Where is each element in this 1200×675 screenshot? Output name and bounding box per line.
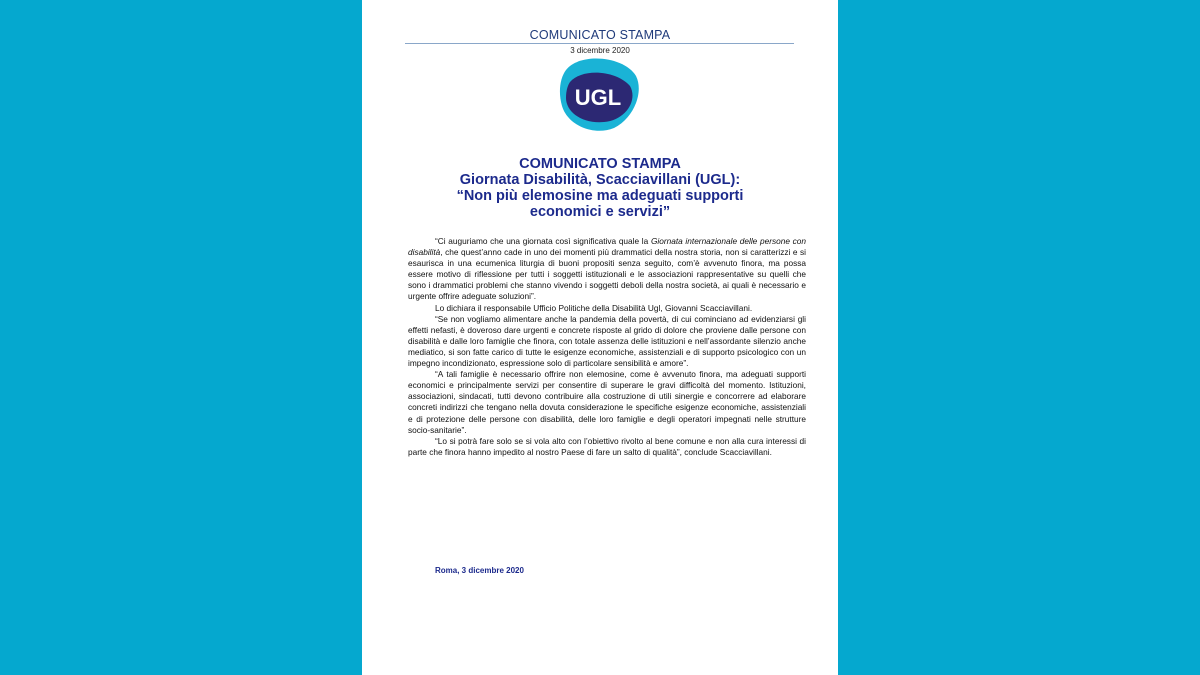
press-release-body	[408, 236, 806, 458]
paragraph-1-start: “Ci auguriamo che una giornata così significativa quale la	[435, 236, 651, 246]
document-page	[362, 0, 838, 675]
body-paragraph-3: “Se non vogliamo alimentare anche la pandemia della povertà, di cui cominciano ad evidenziarsi gli effetti nefasti, è doveroso dare urgenti e concrete risposte al grido di dolore che proviene dalle persone con disabilità e dalle loro famiglie che finora, con totale assenza delle istituzioni e nell’assordante silenzio anche mediatico, si son fatte carico di tutte le esigenze economiche, assistenziali e di supporto psicologico con un impegno incondizionato, espressione solo di particolare sensibilità e amore”.	[408, 313, 806, 369]
title-line-2: Giornata Disabilità, Scacciavillani (UGL):	[459, 172, 741, 188]
body-paragraph-1	[408, 236, 806, 303]
title-line-1: COMUNICATO STAMPA	[519, 156, 681, 172]
signoff-date: Roma, 3 dicembre 2020	[435, 566, 524, 575]
header-title: COMUNICATO STAMPA	[529, 28, 671, 42]
header-divider	[405, 43, 794, 44]
title-line-3: “Non più elemosine ma adeguati supporti	[456, 188, 744, 204]
body-paragraph-5: “Lo si potrà fare solo se si vola alto con l’obiettivo rivolto al bene comune e non alla cura interessi di parte che finora hanno impedito al nostro Paese di fare un salto di qualità”, conclude Scacciavillani.	[408, 435, 806, 457]
paragraph-1-italic: Giornata internazionale delle persone con disabilità	[408, 236, 807, 258]
paragraph-1-end: , che quest’anno cade in uno dei momenti più drammatici della nostra storia, non si caratterizzi e si esaurisca in una ecumenica liturgia di buoni propositi senza seguito, com’è avvenuto finora, ma possa essere motivo di riflessione per tutti i soggetti istituzionali e le associazioni rappresentative su quelli che sono i drammatici problemi che stanno vivendo i soggetti deboli della nostra società, ai quali è necessario e urgente offrire adeguate soluzioni”.	[408, 247, 806, 302]
ugl-logo	[558, 56, 640, 132]
body-paragraph-4: “A tali famiglie è necessario offrire non elemosine, come è avvenuto finora, ma adeguati supporti economici e principalmente servizi per consentire di superare le gravi difficoltà del momento. Istituzioni, associazioni, sindacati, tutti devono contribuire alla costruzione di utili sinergie e concorrere ad elaborare concreti indirizzi che tengano nella dovuta considerazione le specifiche esigenze economiche, assistenziali e di protezione delle persone con disabilità, delle loro famiglie e degli operatori impegnati nelle strutture socio-sanitarie”.	[408, 369, 806, 435]
press-release-title	[422, 156, 778, 220]
header-date: 3 dicembre 2020	[570, 46, 630, 55]
logo-text: UGL	[574, 85, 622, 110]
title-line-4: economici e servizi”	[529, 204, 671, 220]
body-paragraph-2: Lo dichiara il responsabile Ufficio Politiche della Disabilità Ugl, Giovanni Scacciavillani.	[435, 302, 753, 313]
